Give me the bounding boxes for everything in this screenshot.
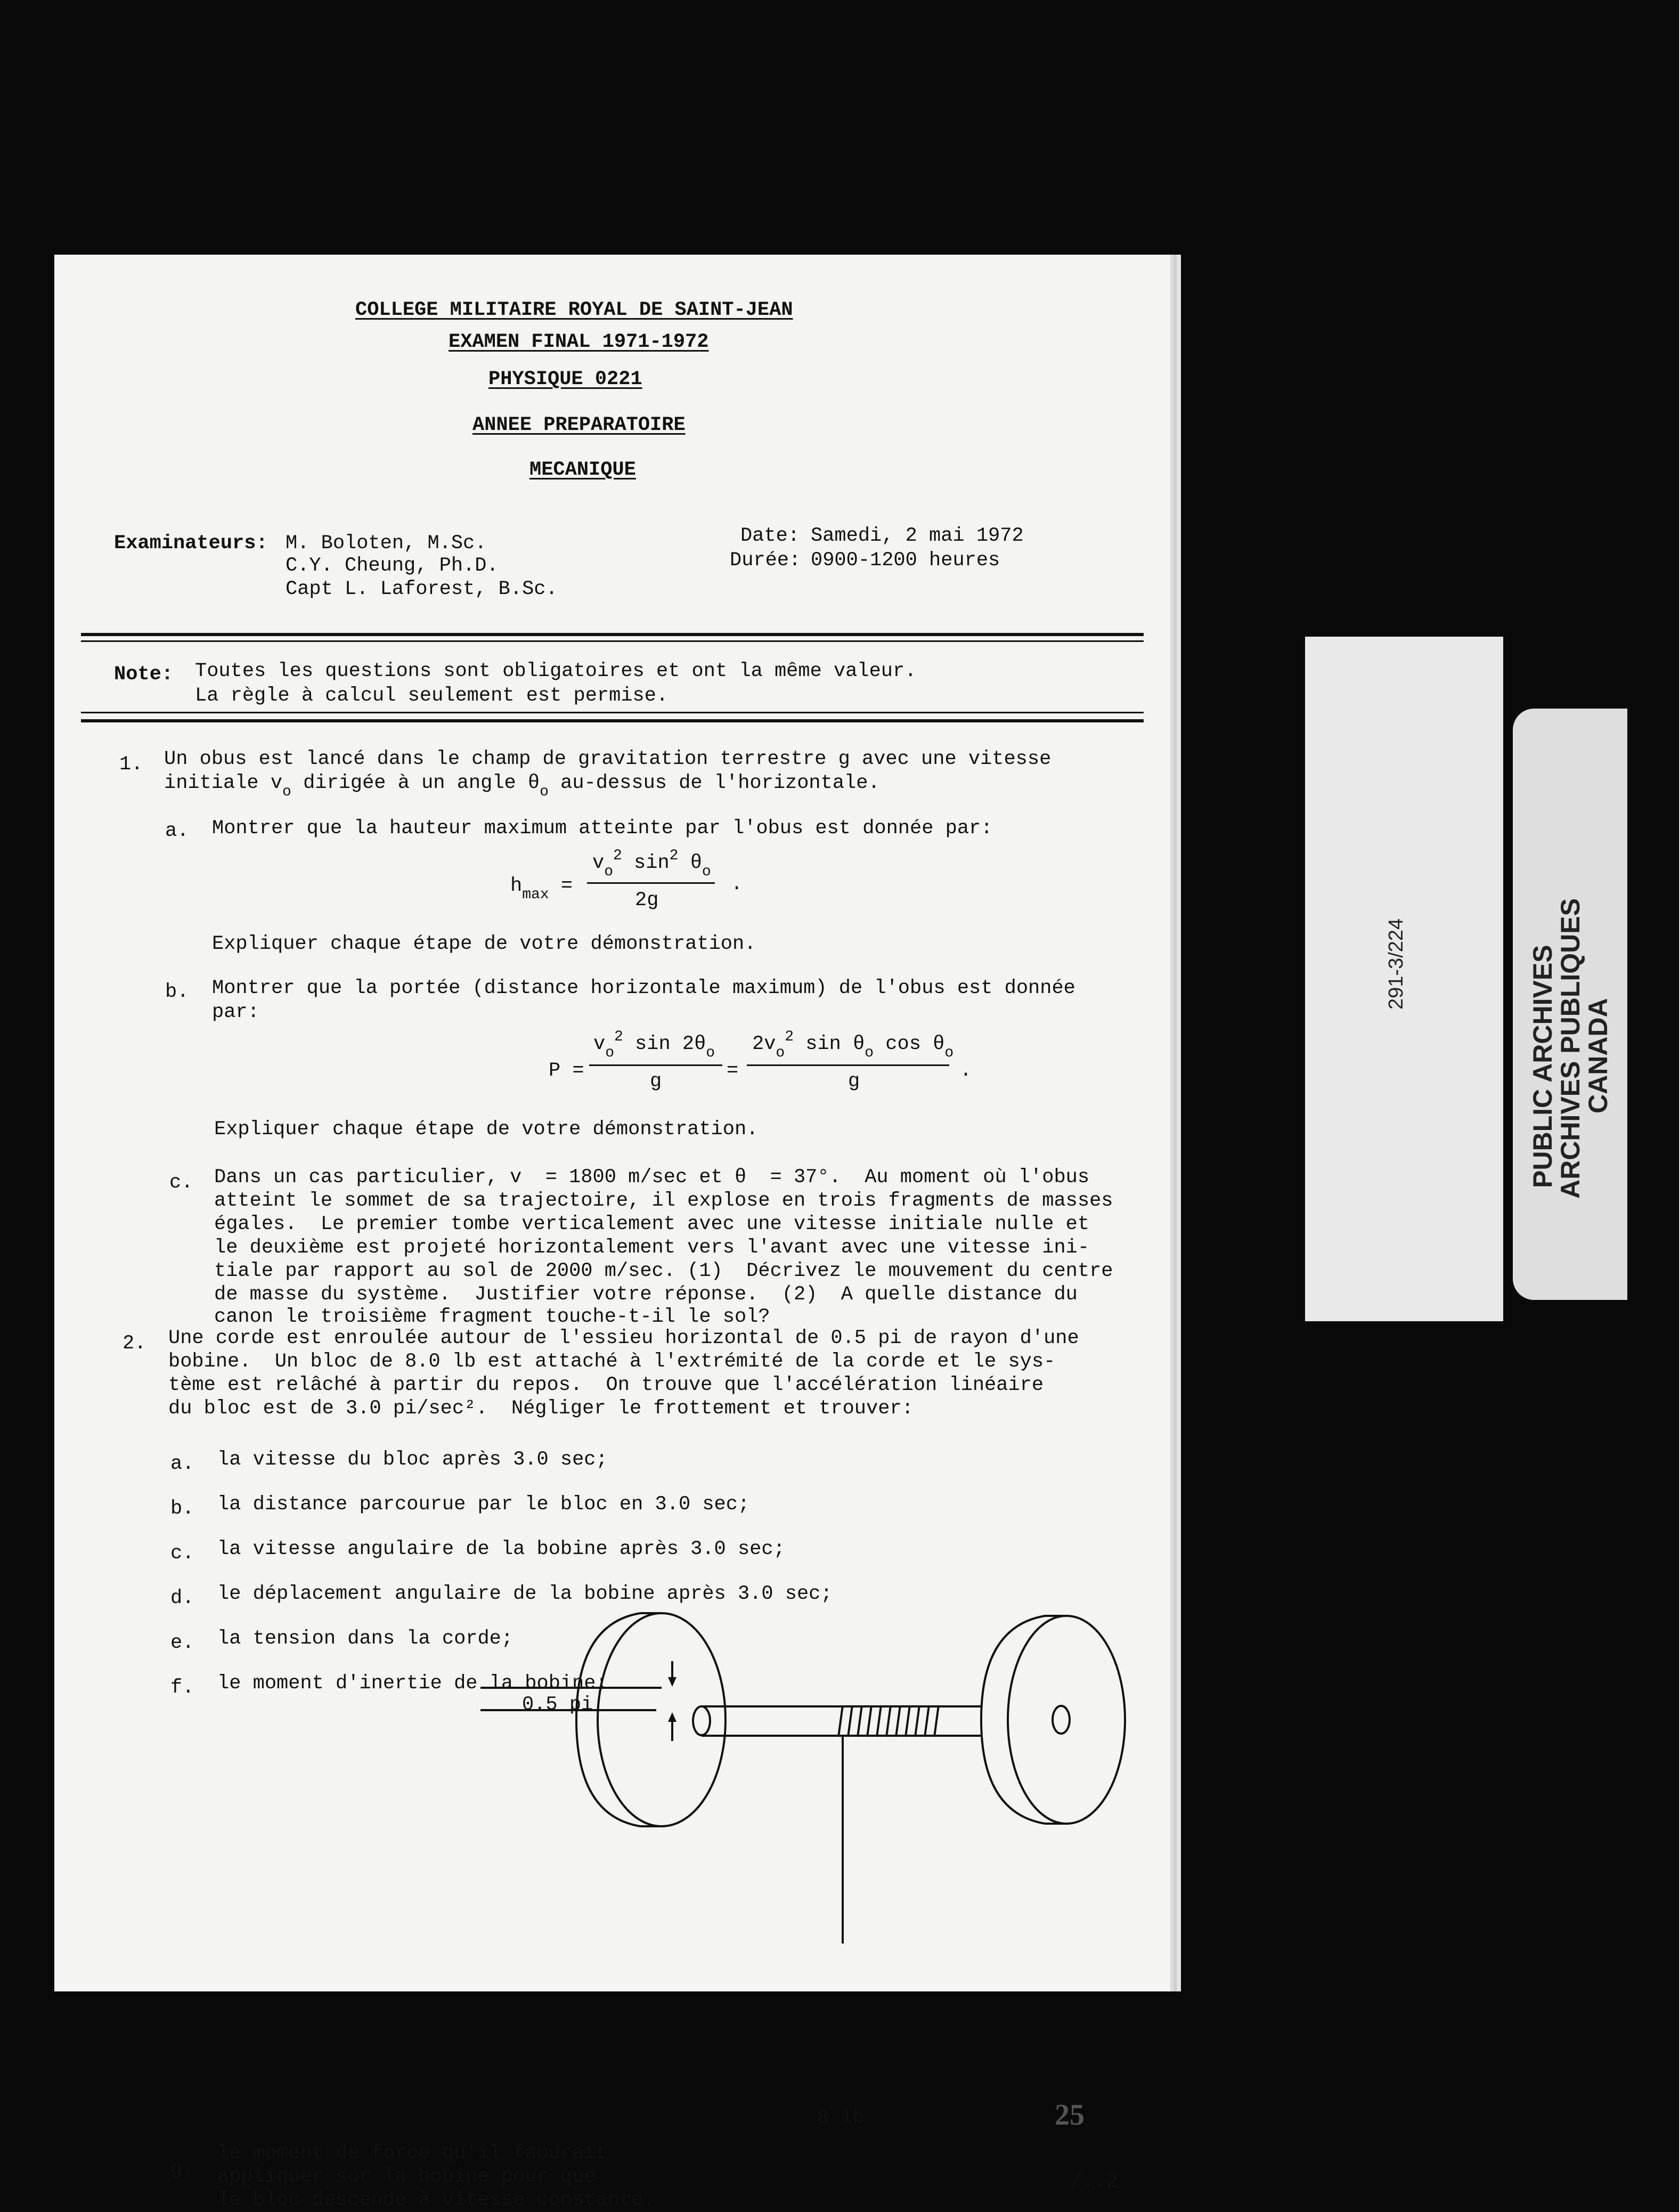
right-disk [1008, 1616, 1125, 1824]
continuation-mark: /..2 [1071, 2171, 1118, 2193]
note-top-rule [81, 633, 1144, 636]
item-label: b. [170, 1498, 194, 1520]
item-label: f. [170, 1677, 194, 1699]
examiner-name: Capt L. Laforest, B.Sc. [286, 578, 558, 600]
q2-item-text: le moment d'inertie de la bobine; [217, 1672, 608, 1695]
item-label: c. [169, 1172, 193, 1194]
q1a-text: Montrer que la hauteur maximum atteinte par l'obus est donnée par: [212, 817, 993, 840]
hmax-denominator: 2g [635, 889, 659, 912]
range-denominator-1: g [650, 1070, 662, 1093]
duration-label: Durée: [730, 549, 801, 572]
rope-winding [838, 1705, 939, 1737]
date-value: Samedi, 2 mai 1972 [811, 525, 1024, 547]
radius-label: 0.5 pi [522, 1694, 593, 1716]
axle-hole [1053, 1706, 1070, 1734]
date-label: Date: [740, 525, 800, 547]
question-number: 1. [119, 753, 143, 776]
q1c-line: Dans un cas particulier, v = 1800 m/sec et θ = 37°. Au moment où l'obus [214, 1166, 1090, 1189]
q1a-explain: Expliquer chaque étape de votre démonstration. [212, 933, 756, 955]
page-number: 25 [1055, 2099, 1085, 2132]
range-formula-lhs: P = [549, 1060, 584, 1082]
spool-diagram [480, 1603, 1173, 1943]
range-numerator-2: $2v_o^2$ $\sin \theta_o$ $\cos \theta_o$ [752, 1029, 954, 1061]
period: . [960, 1060, 972, 1082]
note-line: Toutes les questions sont obligatoires et ont la même valeur. [195, 660, 917, 682]
q2-item-text: la tension dans la corde; [217, 1628, 514, 1650]
archive-stamp-strip [1513, 709, 1627, 1300]
block-label: 8 lb [817, 2107, 865, 2129]
period: . [731, 873, 743, 896]
course-code: PHYSIQUE 0221 [488, 368, 642, 391]
college-title: COLLEGE MILITAIRE ROYAL DE SAINT-JEAN [355, 299, 793, 321]
q2-line: tème est relâché à partir du repos. On trouve que l'accélération linéaire [168, 1374, 1044, 1396]
note-line: La règle à calcul seulement est permise. [195, 685, 669, 707]
note-top-rule [81, 640, 1144, 642]
q2g-line: le moment de force qu'il faudrait [217, 2142, 608, 2165]
left-disk [598, 1613, 726, 1826]
q2-item-text: la vitesse du bloc après 3.0 sec; [217, 1449, 608, 1471]
q2g-line: appliquer sur la bobine pour que [217, 2166, 596, 2188]
item-label: d. [170, 1587, 194, 1609]
q2-item-text: la distance parcourue par le bloc en 3.0 sec; [217, 1493, 750, 1516]
fraction-bar [589, 1064, 722, 1066]
q2-line: Une corde est enroulée autour de l'essieu horizontal de 0.5 pi de rayon d'une [168, 1327, 1079, 1349]
archive-stamp-line: ARCHIVES PUBLIQUES [1555, 898, 1585, 1199]
exam-page [54, 255, 1170, 2211]
archive-stamp-line: CANADA [1583, 998, 1613, 1113]
archive-stamp-line: PUBLIC ARCHIVES [1528, 945, 1558, 1188]
exam-title: EXAMEN FINAL 1971-1972 [449, 331, 709, 353]
q2-line: bobine. Un bloc de 8.0 lb est attaché à l'extrémité de la corde et le sys- [168, 1351, 1056, 1373]
archive-reference: 291-3/224 [1385, 918, 1407, 1010]
q2g-line: le bloc descende à vitesse constante. [217, 2189, 655, 2211]
q1c-line: le deuxième est projeté horizontalement vers l'avant avec une vitesse ini- [214, 1237, 1090, 1259]
item-label: e. [170, 1632, 194, 1654]
q1c-line: égales. Le premier tombe verticalement avec une vitesse initiale nulle et [214, 1213, 1090, 1235]
item-label: g. [170, 2158, 194, 2181]
q1c-line: tiale par rapport au sol de 2000 m/sec. (1) Décrivez le mouvement du centre [214, 1260, 1113, 1282]
q1-intro: Un obus est lancé dans le champ de gravitation terrestre g avec une vitesse [164, 748, 1052, 770]
q1c-line: canon le troisième fragment touche-t-il le sol? [214, 1306, 770, 1328]
left-disk-rim [576, 1613, 662, 1826]
fraction-bar [747, 1064, 949, 1066]
range-denominator-2: g [848, 1070, 860, 1093]
duration-value: 0900-1200 heures [811, 549, 1000, 572]
axle-end [693, 1706, 710, 1735]
range-numerator-1: $v_o^2$ $\sin 2\theta_o$ [593, 1029, 715, 1061]
q2-item-text: le déplacement angulaire de la bobine après 3.0 sec; [217, 1583, 833, 1605]
q2-line: du bloc est de 3.0 pi/sec². Négliger le frottement et trouver: [168, 1397, 914, 1420]
archive-reference-strip [1305, 637, 1503, 1321]
equals: = [727, 1060, 739, 1082]
q1-intro: initiale $v_o$ dirigée à un angle $\theta_o$ au-dessus de l'horizontale. [164, 772, 880, 800]
note-label: Note: [114, 663, 174, 686]
subject-title: MECANIQUE [529, 459, 636, 481]
item-label: a. [165, 820, 189, 842]
q1c-line: de masse du système. Justifier votre réponse. (2) A quelle distance du [214, 1283, 1078, 1306]
q1b-text: Montrer que la portée (distance horizontale maximum) de l'obus est donnée [212, 977, 1075, 999]
examiner-name: M. Boloten, M.Sc. [286, 532, 487, 555]
examiners-label: Examinateurs: [114, 532, 268, 555]
item-label: c. [170, 1542, 194, 1565]
note-bottom-rule [81, 719, 1144, 722]
note-bottom-rule [81, 712, 1144, 713]
item-label: b. [165, 981, 189, 1003]
examiner-name: C.Y. Cheung, Ph.D. [286, 555, 499, 577]
q1c-line: atteint le sommet de sa trajectoire, il explose en trois fragments de masses [214, 1190, 1113, 1212]
q1b-text: par: [212, 1001, 259, 1023]
hmax-formula-lhs: $h_{max}$ = [510, 875, 573, 903]
fraction-bar [587, 882, 715, 884]
year-title: ANNEE PREPARATOIRE [472, 414, 686, 436]
hmax-numerator: $v_o^2$ $\sin^2 \theta_o$ [592, 848, 711, 880]
q1b-explain: Expliquer chaque étape de votre démonstration. [214, 1118, 759, 1141]
q2-item-text: la vitesse angulaire de la bobine après 3.0 sec; [217, 1538, 785, 1560]
item-label: a. [170, 1453, 194, 1475]
question-number: 2. [123, 1332, 146, 1355]
